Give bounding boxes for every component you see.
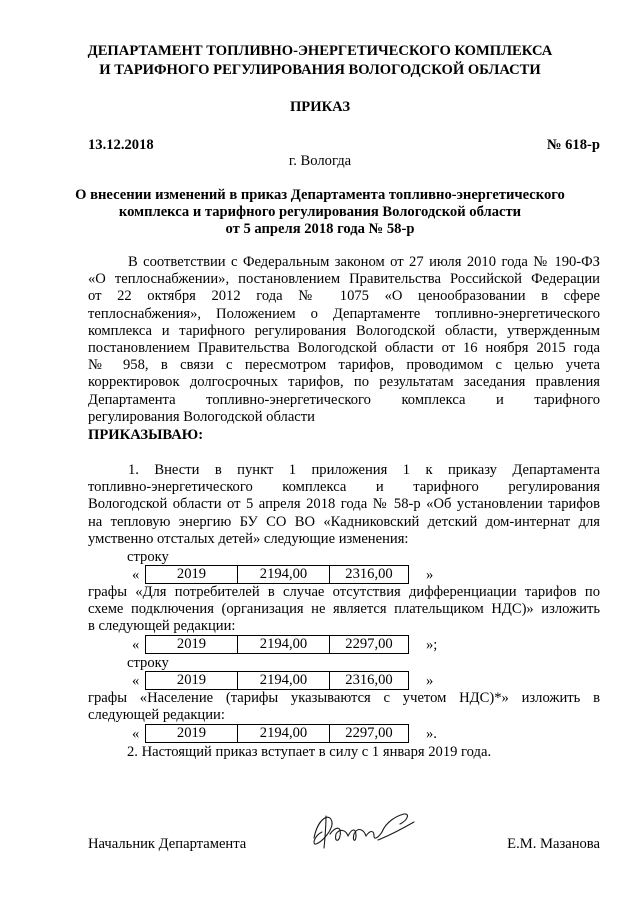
document-type: ПРИКАЗ [289, 99, 351, 115]
preamble-line: комплекса и тарифного регулирования Вологодской области, утвержденным [88, 322, 600, 339]
item1-line: умственно отсталых детей» следующие изменения: [88, 530, 409, 547]
city: г. Вологда [288, 153, 352, 169]
stroku-label: строку [127, 549, 169, 565]
preamble-line: от 22 октября 2012 года № 1075 «О ценообразовании в сфере [88, 288, 600, 305]
order-date: 13.12.2018 [88, 137, 154, 153]
table-cell-tariff-a: 2194,00 [238, 636, 330, 654]
subject-line1: О внесении изменений в приказ Департамента топливно-энергетического [75, 187, 565, 203]
preamble-line: теплоснабжения», Положением о Департаменте топливно-энергетического [88, 305, 600, 322]
signatory-name: Е.М. Мазанова [507, 836, 600, 852]
subject-line3: от 5 апреля 2018 года № 58-р [225, 221, 415, 237]
department-title-line1: ДЕПАРТАМЕНТ ТОПЛИВНО-ЭНЕРГЕТИЧЕСКОГО КОМПЛЕКСА [87, 43, 553, 59]
quote-open: « [132, 637, 140, 653]
table-cell-tariff-a: 2194,00 [238, 566, 330, 584]
table-cell-tariff-a: 2194,00 [238, 672, 330, 690]
preamble-line: «О теплоснабжении», постановлением Правительства Российской Федерации [88, 271, 600, 288]
grafy1-line: схеме подключения (организация не является плательщиком НДС)» изложить [88, 601, 600, 618]
item1-line: на тепловую энергию БУ СО ВО «Кадниковский детский дом-интернат для [88, 513, 600, 530]
quote-close-semicolon: »; [426, 637, 438, 653]
signature-icon [308, 808, 420, 854]
preamble-paragraph [88, 254, 600, 426]
table-cell-year: 2019 [146, 636, 238, 654]
preamble-line: постановлением Правительства Вологодской области от 16 ноября 2015 года [88, 340, 600, 357]
preamble-line: № 958, в связи с пересмотром тарифов, проводимом с целью учета [88, 357, 600, 374]
quote-close: » [426, 673, 434, 689]
tariff-row-old-2 [145, 671, 409, 690]
order-word: ПРИКАЗЫВАЮ: [88, 427, 204, 443]
grafy2-paragraph [88, 690, 600, 724]
table-cell-year: 2019 [146, 672, 238, 690]
signatory-position: Начальник Департамента [88, 836, 247, 852]
subject-line2: комплекса и тарифного регулирования Вологодской области [118, 204, 522, 220]
grafy2-line: следующей редакции: [88, 707, 225, 724]
tariff-row-new-1 [145, 635, 409, 654]
tariff-row-new-2 [145, 724, 409, 743]
preamble-line: корректировок долгосрочных тарифов, по результатам заседания правления [88, 374, 600, 391]
grafy1-paragraph [88, 584, 600, 636]
order-number: № 618-р [546, 137, 600, 153]
grafy2-line: графы «Население (тарифы указываются с учетом НДС)*» изложить в [88, 690, 600, 706]
quote-open: « [132, 726, 140, 742]
tariff-row-old-1 [145, 565, 409, 584]
item2-paragraph: 2. Настоящий приказ вступает в силу с 1 января 2019 года. [127, 744, 492, 760]
department-title-line2: И ТАРИФНОГО РЕГУЛИРОВАНИЯ ВОЛОГОДСКОЙ ОБЛАСТИ [99, 62, 541, 78]
table-cell-tariff-b: 2316,00 [330, 672, 409, 690]
item1-line: топливно-энергетического комплекса и тарифного регулирования [88, 479, 600, 496]
quote-close-dot: ». [426, 726, 437, 742]
table-cell-tariff-a: 2194,00 [238, 725, 330, 743]
item1-line: 1. Внести в пункт 1 приложения 1 к приказу Департамента [128, 462, 600, 478]
table-cell-year: 2019 [146, 566, 238, 584]
grafy1-line: в следующей редакции: [88, 618, 236, 635]
item1-line: Вологодской области от 5 апреля 2018 года № 58-р «Об установлении тарифов [88, 496, 600, 513]
table-cell-tariff-b: 2297,00 [330, 725, 409, 743]
grafy1-line: графы «Для потребителей в случае отсутствия дифференциации тарифов по [88, 584, 600, 600]
preamble-line: Департамента топливно-энергетического комплекса и тарифного [88, 391, 600, 408]
item1-paragraph [88, 462, 600, 548]
quote-open: « [132, 567, 140, 583]
quote-close: » [426, 567, 434, 583]
quote-open: « [132, 673, 140, 689]
table-cell-tariff-b: 2316,00 [330, 566, 409, 584]
table-cell-year: 2019 [146, 725, 238, 743]
table-cell-tariff-b: 2297,00 [330, 636, 409, 654]
stroku-label: строку [127, 655, 169, 671]
preamble-line: регулирования Вологодской области [88, 408, 315, 425]
preamble-line: В соответствии с Федеральным законом от 27 июля 2010 года № 190-ФЗ [128, 254, 600, 270]
